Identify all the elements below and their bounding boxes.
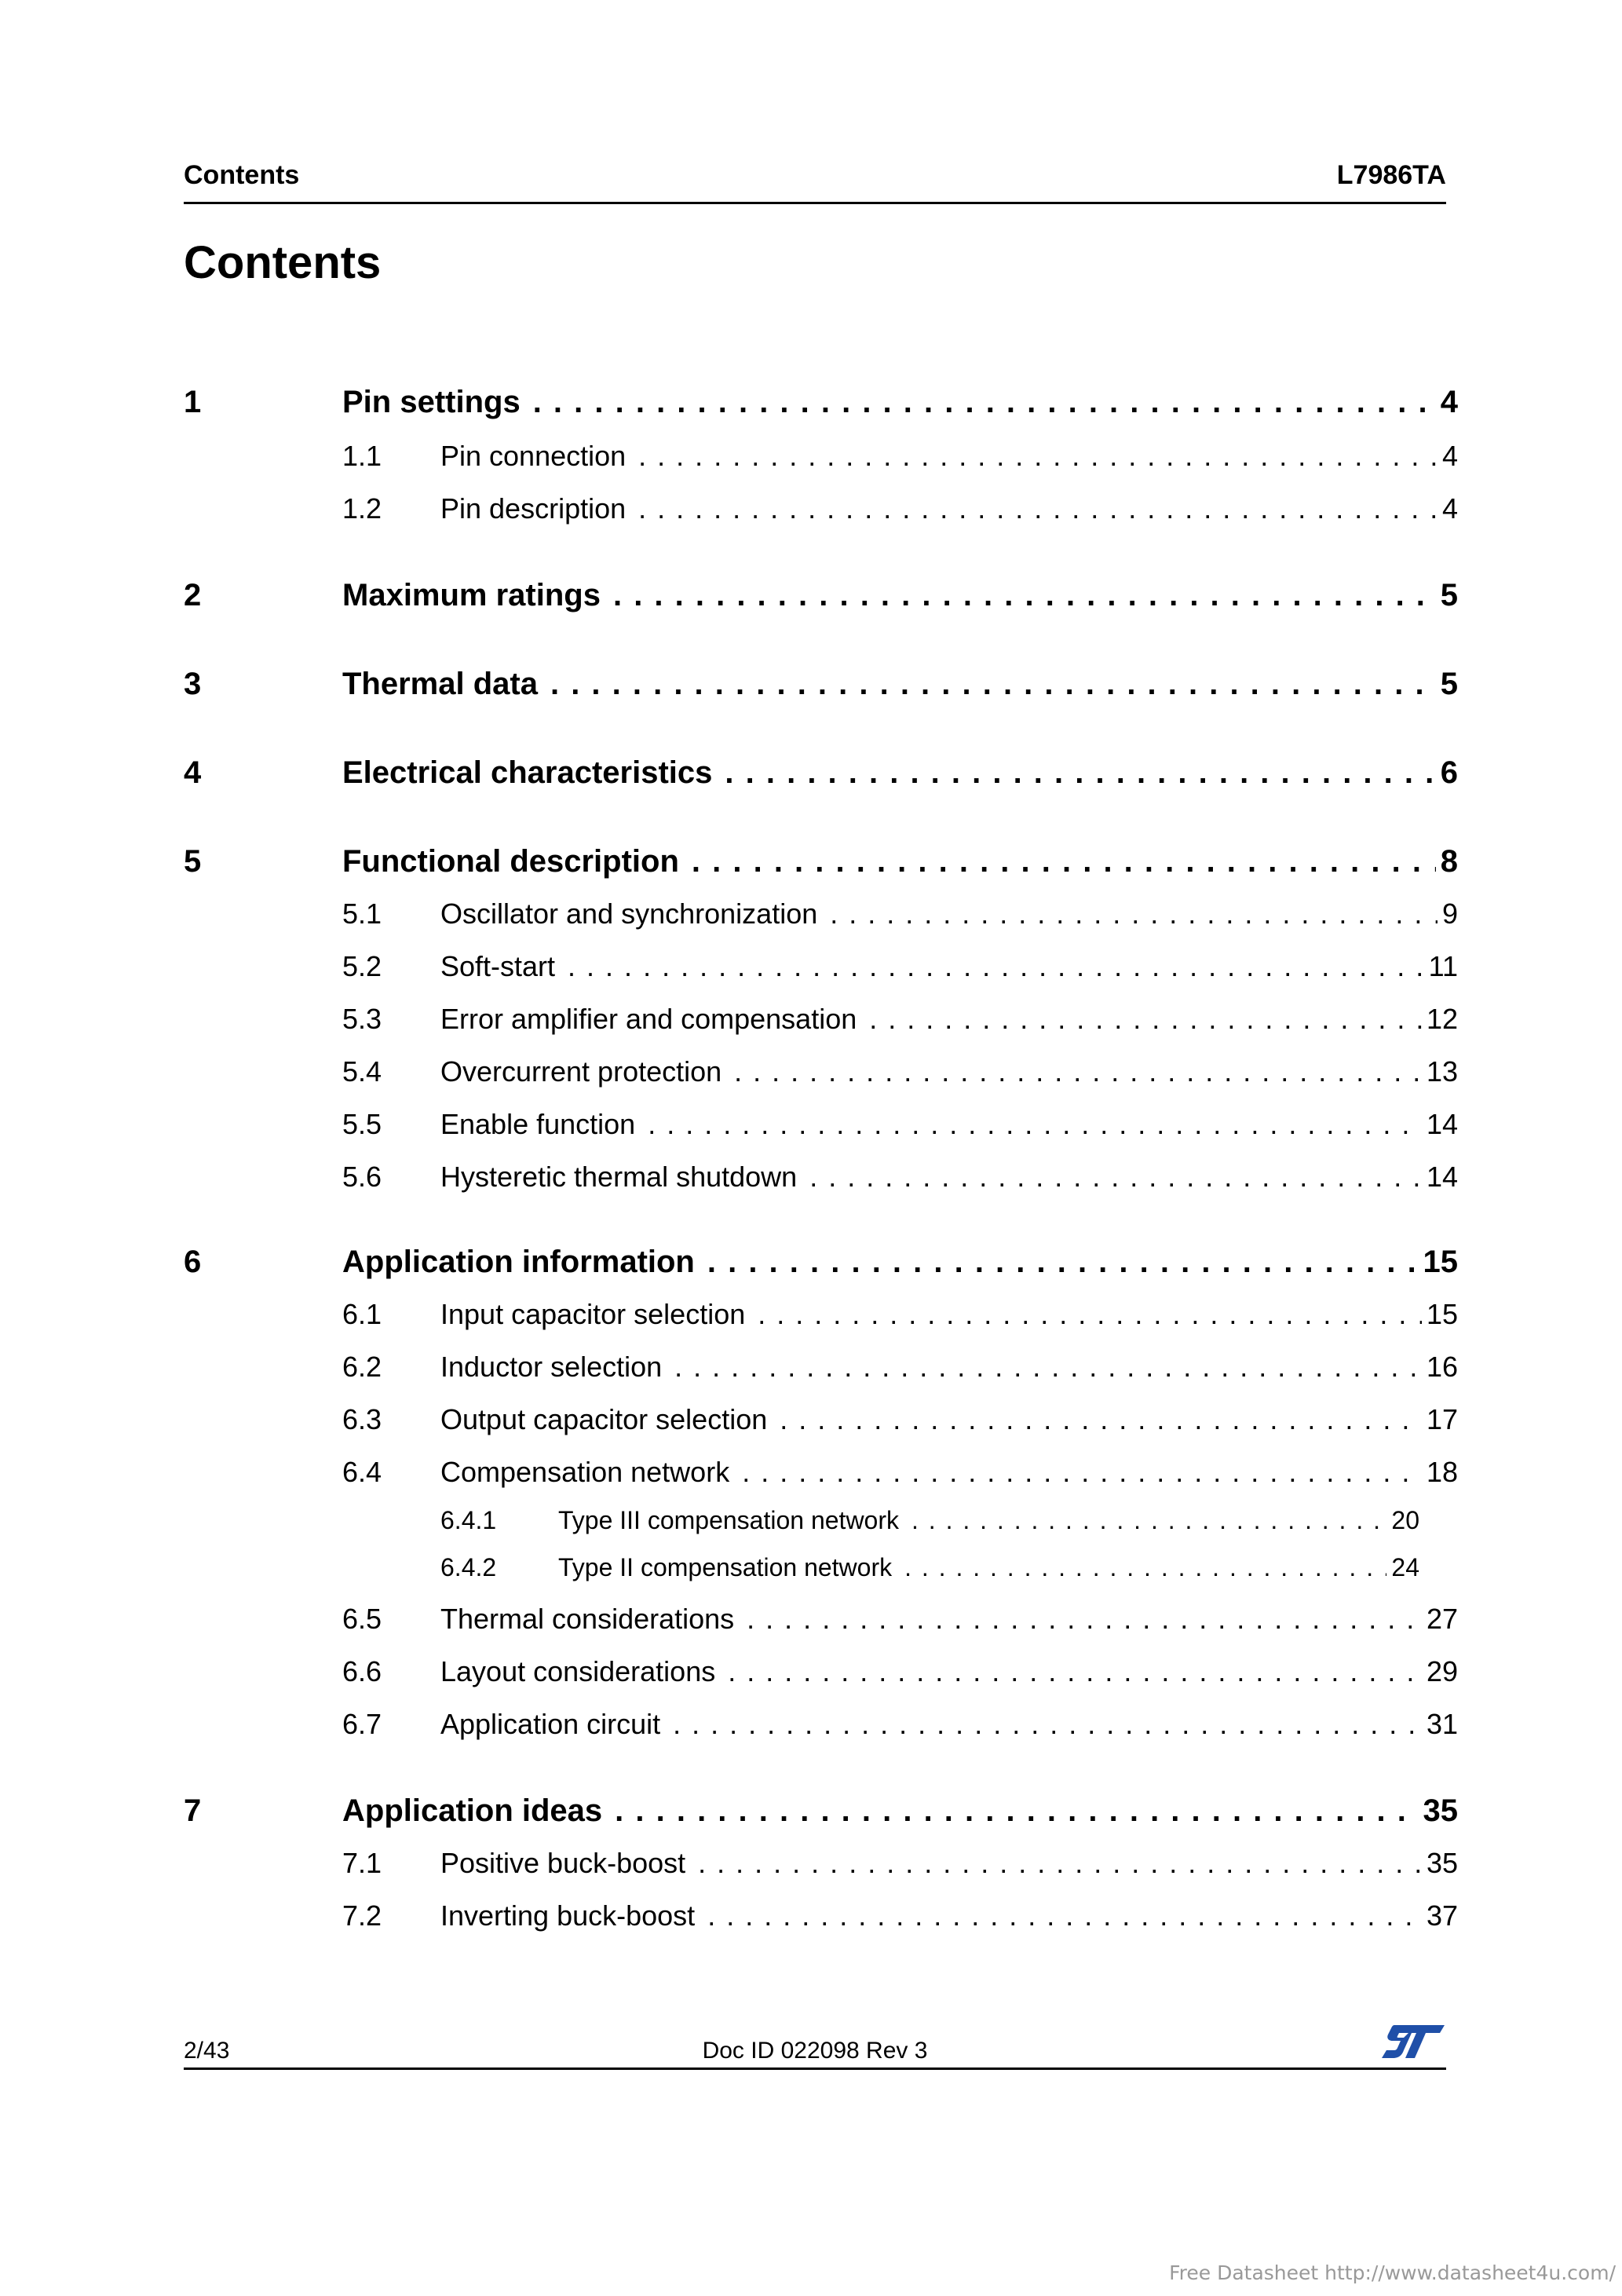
toc-entry-page[interactable]: 14 [1426, 1108, 1458, 1140]
toc-dot-leader [725, 755, 1435, 791]
toc-entry-page[interactable]: 12 [1426, 1003, 1458, 1035]
toc-entry[interactable] [342, 1403, 1458, 1436]
toc-entry-number: 1.1 [342, 440, 382, 472]
toc-entry-title[interactable]: Positive buck-boost [440, 1847, 686, 1879]
toc-dot-leader [742, 1456, 1422, 1489]
toc-entry-page[interactable]: 24 [1391, 1553, 1419, 1581]
toc-entry-page[interactable]: 11 [1428, 950, 1458, 982]
toc-entry-title[interactable]: Electrical characteristics [342, 755, 713, 790]
toc-entry[interactable] [184, 1245, 1458, 1280]
toc-entry-title[interactable]: Error amplifier and compensation [440, 1003, 857, 1035]
toc-entry-number: 7.2 [342, 1899, 382, 1932]
toc-entry-page[interactable]: 14 [1426, 1161, 1458, 1193]
toc-entry-title[interactable]: Hysteretic thermal shutdown [440, 1161, 798, 1193]
toc-entry-page[interactable]: 5 [1440, 667, 1458, 701]
toc-entry-title[interactable]: Overcurrent protection [440, 1055, 722, 1088]
toc-entry-title[interactable]: Maximum ratings [342, 578, 601, 612]
page-header [184, 154, 1446, 204]
toc-entry-page[interactable]: 4 [1441, 492, 1458, 525]
toc-entry-number: 5.2 [342, 950, 382, 982]
toc-entry-title[interactable]: Thermal considerations [440, 1603, 735, 1635]
toc-dot-leader [728, 1655, 1422, 1688]
toc-entry-title[interactable]: Thermal data [342, 667, 538, 701]
toc-entry-page[interactable]: 9 [1441, 898, 1458, 930]
toc-entry-number: 6.5 [342, 1603, 382, 1635]
toc-entry-page[interactable]: 5 [1440, 578, 1458, 612]
toc-entry-title[interactable]: Layout considerations [440, 1655, 716, 1687]
toc-entry[interactable] [342, 1603, 1458, 1636]
toc-entry[interactable] [342, 1899, 1458, 1932]
toc-entry[interactable] [342, 898, 1458, 930]
toc-entry-page[interactable]: 4 [1440, 385, 1458, 419]
toc-entry-number: 6.7 [342, 1708, 382, 1740]
footer-doc-id: Doc ID 022098 Rev 3 [702, 2038, 928, 2064]
toc-entry-title[interactable]: Inverting buck-boost [440, 1899, 696, 1932]
toc-entry-title[interactable]: Pin settings [342, 385, 521, 419]
toc-entry-title[interactable]: Pin description [440, 492, 627, 525]
toc-entry-title[interactable]: Oscillator and synchronization [440, 898, 818, 930]
toc-entry[interactable] [342, 1161, 1458, 1194]
toc-entry-number: 6.1 [342, 1298, 382, 1330]
toc-entry[interactable] [342, 1847, 1458, 1880]
watermark: Free Datasheet http://www.datasheet4u.com/ [1169, 2261, 1616, 2284]
header-section-label: Contents [184, 160, 300, 190]
toc-entry[interactable] [184, 755, 1458, 791]
toc-entry-page[interactable]: 13 [1426, 1055, 1458, 1088]
toc-entry-page[interactable]: 20 [1391, 1506, 1419, 1534]
toc-dot-leader [904, 1553, 1386, 1582]
toc-entry[interactable] [342, 1351, 1458, 1384]
toc-entry-page[interactable]: 15 [1423, 1245, 1458, 1279]
toc-dot-leader [533, 385, 1436, 420]
toc-entry[interactable] [184, 1793, 1458, 1829]
toc-entry-title[interactable]: Type II compensation network [558, 1553, 893, 1581]
toc-dot-leader [638, 492, 1438, 525]
toc-entry-number: 6.2 [342, 1351, 382, 1383]
toc-entry-number: 5.4 [342, 1055, 382, 1088]
toc-entry[interactable] [342, 1003, 1458, 1036]
toc-dot-leader [692, 844, 1436, 879]
toc-dot-leader [758, 1298, 1422, 1331]
toc-entry[interactable] [342, 1108, 1458, 1141]
toc-entry-number: 5 [184, 844, 202, 879]
header-part-number: L7986TA [1336, 160, 1446, 190]
toc-entry-number: 6.4.1 [440, 1506, 497, 1534]
toc-entry[interactable] [342, 440, 1458, 473]
toc-entry[interactable] [184, 578, 1458, 613]
toc-entry-page[interactable]: 35 [1423, 1793, 1458, 1828]
toc-dot-leader [648, 1108, 1422, 1141]
toc-entry-title[interactable]: Output capacitor selection [440, 1403, 768, 1435]
toc-entry-number: 5.5 [342, 1108, 382, 1140]
toc-entry-number: 4 [184, 755, 202, 790]
toc-entry-page[interactable]: 17 [1426, 1403, 1458, 1435]
page-title: Contents [184, 237, 382, 288]
toc-dot-leader [911, 1506, 1386, 1535]
toc-entry[interactable] [184, 844, 1458, 879]
toc-dot-leader [638, 440, 1438, 473]
toc-entry-title[interactable]: Input capacitor selection [440, 1298, 746, 1330]
toc-entry-number: 6 [184, 1245, 202, 1279]
toc-dot-leader [615, 1793, 1418, 1829]
toc-dot-leader [707, 1899, 1422, 1932]
toc-entry-number: 2 [184, 578, 202, 612]
toc-dot-leader [780, 1403, 1422, 1436]
toc-dot-leader [613, 578, 1436, 613]
toc-entry-number: 5.1 [342, 898, 382, 930]
toc-entry-number: 1 [184, 385, 202, 419]
toc-entry-number: 7.1 [342, 1847, 382, 1879]
toc-dot-leader [568, 950, 1424, 983]
toc-entry[interactable] [440, 1506, 1419, 1535]
toc-entry-page[interactable]: 31 [1426, 1708, 1458, 1740]
toc-entry-title[interactable]: Application ideas [342, 1793, 603, 1828]
page-footer [184, 2021, 1446, 2070]
toc-dot-leader [674, 1351, 1422, 1384]
toc-entry-title[interactable]: Pin connection [440, 440, 627, 472]
toc-entry[interactable] [342, 492, 1458, 525]
toc-entry-title[interactable]: Functional description [342, 844, 679, 879]
toc-dot-leader [734, 1055, 1422, 1088]
toc-entry-number: 6.6 [342, 1655, 382, 1687]
toc-entry[interactable] [342, 1456, 1458, 1489]
toc-entry-number: 3 [184, 667, 202, 701]
toc-entry-title[interactable]: Type III compensation network [558, 1506, 899, 1534]
toc-entry-number: 5.3 [342, 1003, 382, 1035]
toc-entry-page[interactable]: 35 [1426, 1847, 1458, 1879]
toc-entry-title[interactable]: Inductor selection [440, 1351, 663, 1383]
toc-entry-page[interactable]: 37 [1426, 1899, 1458, 1932]
toc-entry[interactable] [184, 385, 1458, 420]
toc-entry-number: 6.3 [342, 1403, 382, 1435]
toc-entry-page[interactable]: 16 [1426, 1351, 1458, 1383]
toc-entry-title[interactable]: Application circuit [440, 1708, 661, 1740]
toc-entry-title[interactable]: Application information [342, 1245, 695, 1279]
st-logo-icon [1380, 2022, 1446, 2061]
toc-dot-leader [707, 1245, 1419, 1280]
toc-dot-leader [830, 898, 1438, 930]
toc-entry-title[interactable]: Compensation network [440, 1456, 730, 1488]
toc-entry[interactable] [440, 1553, 1419, 1582]
toc-entry-page[interactable]: 27 [1426, 1603, 1458, 1635]
toc-dot-leader [673, 1708, 1422, 1741]
toc-dot-leader [550, 667, 1436, 702]
toc-entry[interactable] [342, 1655, 1458, 1688]
toc-entry[interactable] [342, 950, 1458, 983]
toc-entry-page[interactable]: 15 [1426, 1298, 1458, 1330]
toc-entry-title[interactable]: Soft-start [440, 950, 556, 982]
toc-entry-page[interactable]: 18 [1426, 1456, 1458, 1488]
toc-entry[interactable] [342, 1298, 1458, 1331]
toc-entry[interactable] [342, 1708, 1458, 1741]
toc-entry[interactable] [184, 667, 1458, 702]
toc-entry[interactable] [342, 1055, 1458, 1088]
footer-page-number: 2/43 [184, 2038, 230, 2064]
toc-dot-leader [869, 1003, 1422, 1036]
toc-entry-page[interactable]: 8 [1440, 844, 1458, 879]
toc-entry-number: 6.4.2 [440, 1553, 497, 1581]
toc-entry-page[interactable]: 4 [1441, 440, 1458, 472]
toc-dot-leader [698, 1847, 1422, 1880]
toc-entry-number: 1.2 [342, 492, 382, 525]
toc-entry-number: 6.4 [342, 1456, 382, 1488]
toc-entry-page[interactable]: 29 [1426, 1655, 1458, 1687]
toc-entry-page[interactable]: 6 [1440, 755, 1458, 790]
toc-entry-title[interactable]: Enable function [440, 1108, 636, 1140]
toc-entry-number: 7 [184, 1793, 202, 1828]
toc-entry-number: 5.6 [342, 1161, 382, 1193]
toc-dot-leader [747, 1603, 1422, 1636]
toc-dot-leader [809, 1161, 1422, 1194]
